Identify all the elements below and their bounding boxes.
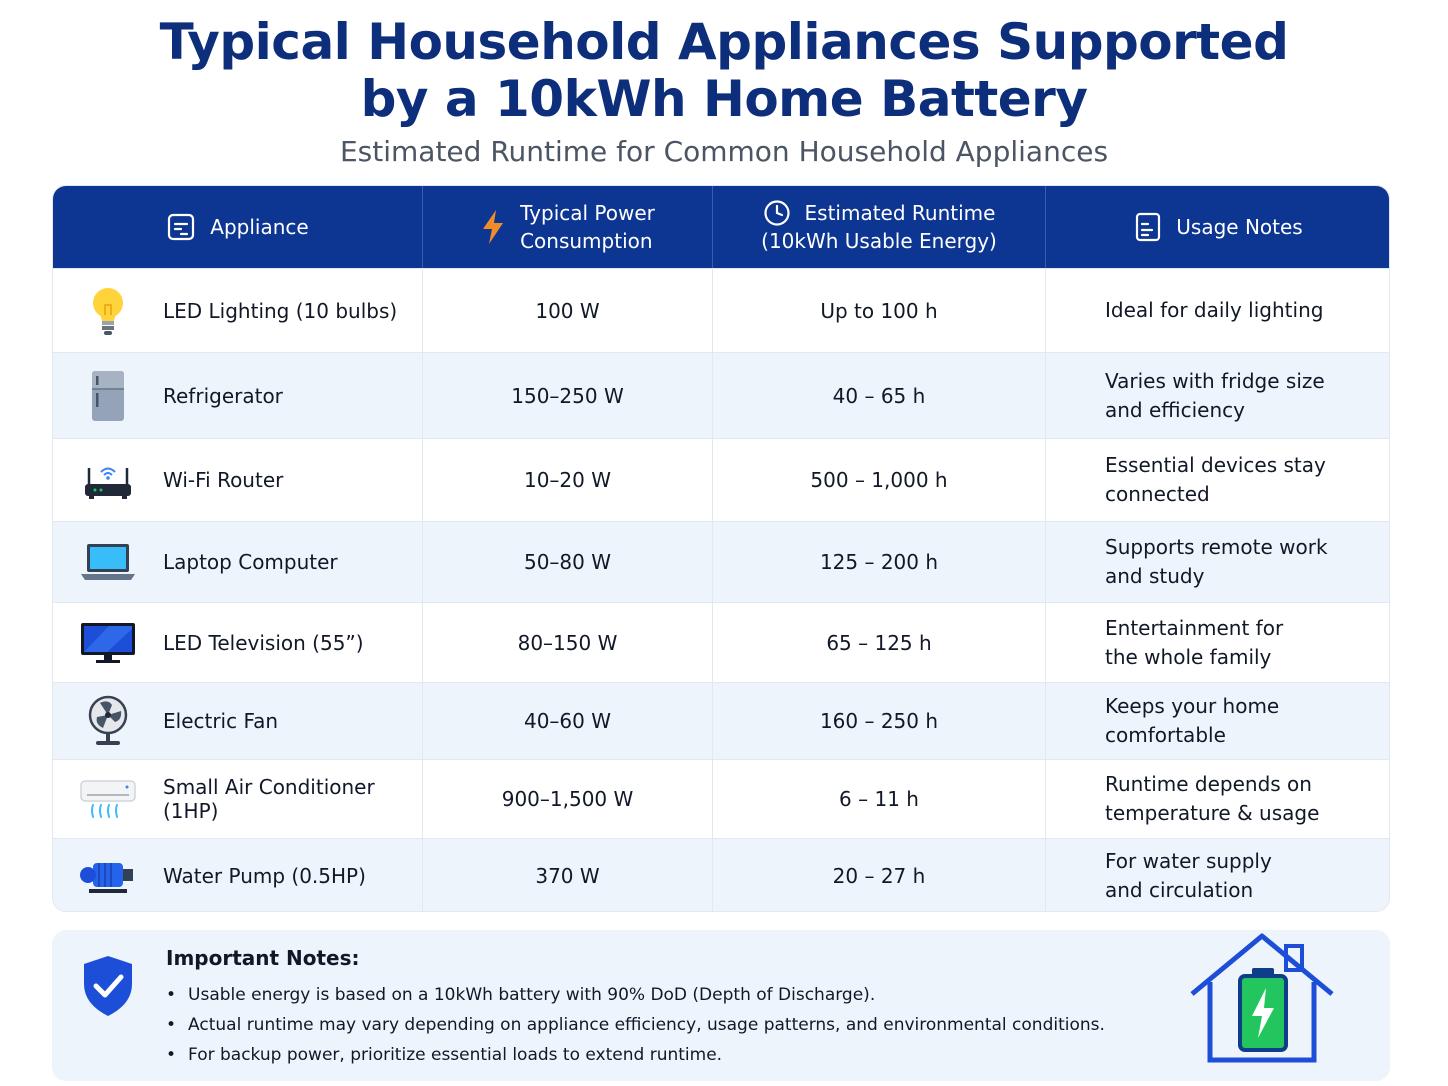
usage-note-line-1: Varies with fridge size (1105, 368, 1325, 393)
title-line-1: Typical Household Appliances Supported (159, 13, 1289, 71)
important-notes-panel (52, 930, 1390, 1081)
runtime-value: 65 – 125 h (712, 603, 1045, 682)
television-icon (79, 616, 137, 670)
power-value: 10–20 W (422, 439, 712, 521)
usage-note-line-1: Entertainment for (1105, 615, 1284, 640)
light-bulb-icon (79, 284, 137, 338)
appliance-name: LED Television (55”) (163, 630, 364, 655)
title-line-2: by a 10kWh Home Battery (360, 70, 1088, 128)
appliance-name: Electric Fan (163, 709, 279, 733)
header-runtime-line-2: (10kWh Usable Energy) (761, 229, 997, 253)
runtime-value: Up to 100 h (712, 269, 1045, 352)
usage-note-line-2: and study (1105, 564, 1205, 588)
list-item: • For backup power, prioritize essential loads to extend runtime. (166, 1040, 1105, 1070)
laptop-icon (79, 535, 137, 589)
page-title (0, 14, 1448, 128)
header-runtime-line-1: Estimated Runtime (804, 201, 996, 225)
refrigerator-icon (79, 369, 137, 423)
table-row (53, 682, 1390, 759)
usage-note-line-1: Keeps your home (1105, 694, 1280, 718)
runtime-value: 40 – 65 h (712, 353, 1045, 438)
usage-note (1045, 353, 1390, 438)
runtime-value: 500 – 1,000 h (712, 439, 1045, 521)
header-appliance-label: Appliance (210, 215, 309, 239)
router-icon (79, 453, 137, 507)
power-value: 100 W (422, 269, 712, 352)
appliance-name: Refrigerator (163, 383, 283, 408)
header-notes-label: Usage Notes (1176, 215, 1303, 239)
usage-note-line-2: comfortable (1105, 723, 1226, 747)
water-pump-icon (79, 849, 137, 903)
appliance-name: Small Air Conditioner (1HP) (163, 775, 375, 823)
power-value: 370 W (422, 839, 712, 912)
table-row (53, 438, 1390, 521)
runtime-value: 20 – 27 h (712, 839, 1045, 912)
usage-note (1045, 839, 1390, 912)
header-notes (1045, 186, 1390, 268)
appliance-name: Water Pump (0.5HP) (163, 864, 366, 888)
air-conditioner-icon (79, 772, 137, 826)
home-battery-icon (1186, 932, 1338, 1070)
usage-note (1045, 603, 1390, 682)
usage-note-line-1: For water supply (1105, 849, 1272, 873)
power-value: 900–1,500 W (422, 760, 712, 838)
list-item: • Actual runtime may vary depending on appliance efficiency, usage patterns, and environmental conditions. (166, 1010, 1105, 1040)
power-value: 50–80 W (422, 522, 712, 602)
power-value: 80–150 W (422, 603, 712, 682)
header-power-line-2: Consumption (520, 229, 653, 253)
usage-note (1045, 439, 1390, 521)
table-row (53, 759, 1390, 838)
notes-document-icon (1134, 212, 1162, 242)
table-row (53, 602, 1390, 682)
usage-note-line-1: Runtime depends on (1105, 772, 1312, 796)
runtime-value: 6 – 11 h (712, 760, 1045, 838)
runtime-value: 125 – 200 h (712, 522, 1045, 602)
important-notes-list (166, 980, 1105, 1070)
clock-icon (763, 199, 791, 227)
usage-note (1045, 760, 1390, 838)
table-row (53, 521, 1390, 602)
usage-note-line-1: Ideal for daily lighting (1105, 298, 1324, 322)
list-item: • Usable energy is based on a 10kWh battery with 90% DoD (Depth of Discharge). (166, 980, 1105, 1010)
usage-note (1045, 522, 1390, 602)
shield-check-icon (80, 954, 136, 1022)
usage-note-line-2: temperature & usage (1105, 801, 1320, 825)
usage-note-line-2: and efficiency (1105, 397, 1245, 422)
usage-note-line-2: connected (1105, 482, 1210, 506)
table-row (53, 352, 1390, 438)
usage-note-line-2: and circulation (1105, 878, 1254, 902)
table-row (53, 838, 1390, 912)
power-value: 150–250 W (422, 353, 712, 438)
usage-note-line-1: Essential devices stay (1105, 453, 1326, 477)
usage-note (1045, 269, 1390, 352)
important-notes-title: Important Notes: (166, 946, 360, 970)
page-subtitle: Estimated Runtime for Common Household Appliances (339, 135, 1109, 168)
usage-note (1045, 683, 1390, 759)
header-runtime (712, 186, 1045, 268)
header-power-line-1: Typical Power (520, 201, 655, 225)
appliance-name: LED Lighting (10 bulbs) (163, 298, 398, 323)
runtime-value: 160 – 250 h (712, 683, 1045, 759)
appliance-name: Laptop Computer (163, 550, 338, 574)
usage-note-line-2: the whole family (1105, 644, 1272, 669)
fan-icon (79, 694, 137, 748)
appliance-name: Wi-Fi Router (163, 468, 284, 492)
table-header (53, 186, 1390, 268)
table-row (53, 268, 1390, 352)
usage-note-line-1: Supports remote work (1105, 535, 1328, 559)
appliance-table (52, 185, 1390, 912)
lightning-icon (480, 209, 506, 245)
power-value: 40–60 W (422, 683, 712, 759)
header-power (422, 186, 712, 268)
header-appliance (53, 186, 422, 268)
appliance-list-icon (166, 212, 196, 242)
